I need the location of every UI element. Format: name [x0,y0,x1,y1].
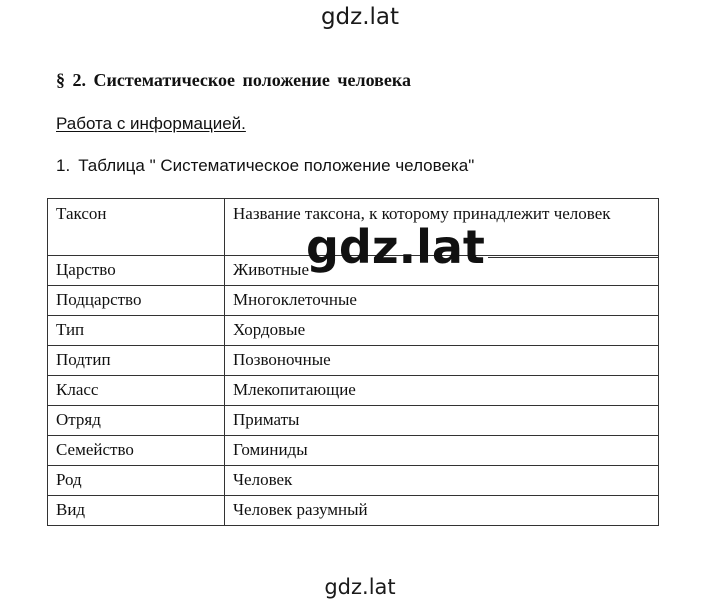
table-cell-taxon: Подтип [48,346,225,376]
table-row [48,466,659,496]
table-cell-taxon: Семейство [48,436,225,466]
table-cell-taxon: Отряд [48,406,225,436]
table-header-cell-name: Название таксона, к которому принадлежит человек [225,199,659,256]
table-cell-name: Гоминиды [225,436,659,466]
table-cell-name: Человек [225,466,659,496]
task-line [56,156,474,176]
table-row [48,286,659,316]
table-cell-taxon: Подцарство [48,286,225,316]
table-row [48,346,659,376]
table-row [48,376,659,406]
table-row [48,436,659,466]
table-row [48,316,659,346]
watermark-top: gdz.lat [320,4,400,30]
table-cell-name: Приматы [225,406,659,436]
watermark-center: gdz.lat [306,220,485,274]
table-cell-taxon: Царство [48,256,225,286]
table-cell-taxon: Класс [48,376,225,406]
watermark-bottom: gdz.lat [324,575,396,599]
task-text: Таблица " Систематическое положение человека" [78,156,475,175]
table-row [48,496,659,526]
table-cell-name: Млекопитающие [225,376,659,406]
subheading: Работа с информацией. [56,114,246,133]
table-header-cell-taxon: Таксон [48,199,225,256]
table-cell-name: Позвоночные [225,346,659,376]
table-cell-taxon: Тип [48,316,225,346]
table-cell-name: Животные [225,256,659,286]
table-cell-taxon: Род [48,466,225,496]
section-title: § 2. Систематическое положение человека [56,70,411,90]
table-cell-taxon: Вид [48,496,225,526]
table-row [48,406,659,436]
table-cell-name: Человек разумный [225,496,659,526]
watermark-underline [488,257,658,258]
task-number: 1. [56,156,71,175]
table-cell-name: Многоклеточные [225,286,659,316]
table-cell-name: Хордовые [225,316,659,346]
